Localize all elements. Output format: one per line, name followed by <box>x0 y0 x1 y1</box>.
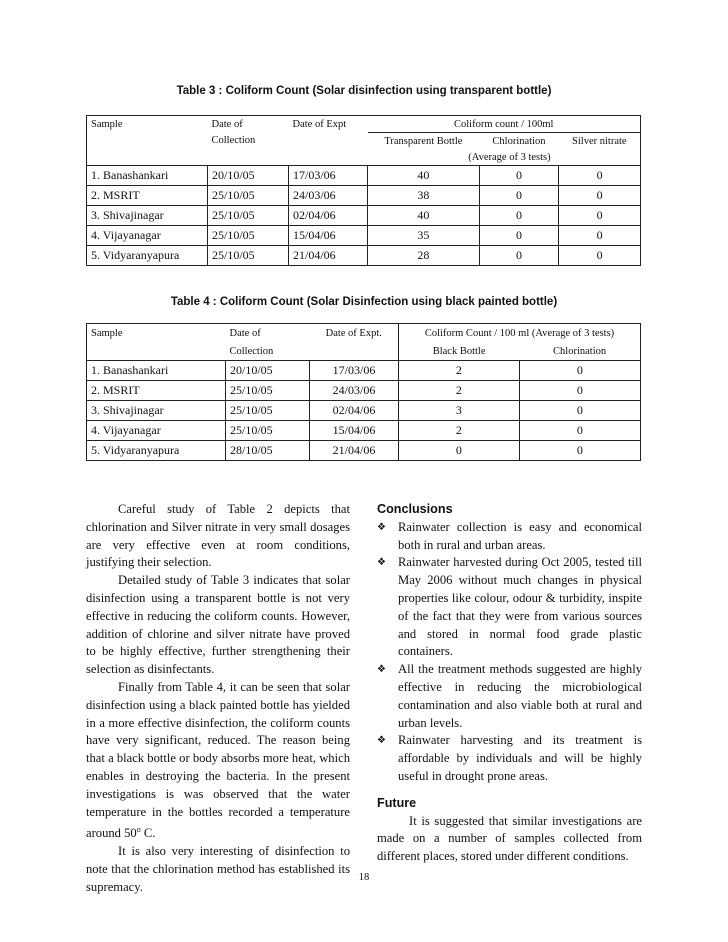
sample-cell: 2. MSRIT <box>87 380 226 400</box>
sample-cell: 2. MSRIT <box>87 186 208 206</box>
experiment-date-cell: 15/04/06 <box>289 226 368 246</box>
paragraph-table4: Finally from Table 4, it can be seen that solar disinfection using a black painted bottle has yielded in a more effective disinfection, the coliform counts have very significant, reduced. The reason being that a black bottle or body absorbs more heat, which enables in destroying the bacteria. In the present investigations is was observed that the water temperature in the bottles recorded a temperature around 50$^o$ C. <box>86 679 350 841</box>
table-row <box>87 206 641 226</box>
paragraph-table2: Careful study of Table 2 depicts that chlorination and Silver nitrate in very small dosages are very effective even at room conditions, justifying their selection. <box>86 502 350 570</box>
conclusions-heading: Conclusions <box>377 502 453 516</box>
experiment-date-cell: 02/04/06 <box>310 400 399 420</box>
left-column <box>86 501 350 897</box>
sample-cell: 3. Shivajinagar <box>87 206 208 226</box>
sample-cell: 4. Vijayanagar <box>87 226 208 246</box>
transparent-count-cell: 38 <box>368 186 480 206</box>
black-bottle-count-cell: 2 <box>399 360 520 380</box>
sample-cell: 3. Shivajinagar <box>87 400 226 420</box>
collection-date-cell: 25/10/05 <box>226 380 310 400</box>
silver-nitrate-count-cell: 0 <box>559 166 641 186</box>
table4-header-date-of-expt: Date of Expt. <box>310 324 399 344</box>
table-row <box>87 440 641 460</box>
experiment-date-cell: 17/03/06 <box>310 360 399 380</box>
collection-date-cell: 28/10/05 <box>226 440 310 460</box>
collection-date-cell: 25/10/05 <box>226 420 310 440</box>
table3-caption: Table 3 : Coliform Count (Solar disinfection using transparent bottle) <box>176 85 552 97</box>
chlorination-count-cell: 0 <box>519 440 640 460</box>
table-row <box>87 186 641 206</box>
paragraph-chlorination: It is also very interesting of disinfection to note that the chlorination method has established its supremacy. <box>86 844 350 894</box>
chlorination-count-cell: 0 <box>479 206 558 226</box>
table4-caption: Table 4 : Coliform Count (Solar Disinfection using black painted bottle) <box>170 296 558 308</box>
collection-date-cell: 20/10/05 <box>208 166 289 186</box>
list-item: ❖ Rainwater collection is easy and economical both in rural and urban areas. <box>377 519 642 552</box>
chlorination-count-cell: 0 <box>519 360 640 380</box>
experiment-date-cell: 17/03/06 <box>289 166 368 186</box>
table3-header-sample: Sample <box>87 116 208 133</box>
chlorination-count-cell: 0 <box>519 400 640 420</box>
black-bottle-count-cell: 2 <box>399 380 520 400</box>
table4-header-count-group: Coliform Count / 100 ml (Average of 3 tests) <box>399 324 641 344</box>
transparent-count-cell: 35 <box>368 226 480 246</box>
sample-cell: 5. Vidyaranyapura <box>87 246 208 266</box>
future-heading: Future <box>377 795 417 810</box>
table-row <box>87 400 641 420</box>
table3-header-transparent: Transparent Bottle <box>368 133 480 150</box>
black-bottle-count-cell: 2 <box>399 420 520 440</box>
black-bottle-count-cell: 0 <box>399 440 520 460</box>
collection-date-cell: 25/10/05 <box>208 226 289 246</box>
table3-header-date-of-expt: Date of Expt <box>289 116 368 133</box>
diamond-bullet-icon: ❖ <box>377 557 386 569</box>
table4-header-black: Black Bottle <box>399 344 520 361</box>
right-column <box>377 501 642 866</box>
table4 <box>86 323 641 461</box>
sample-cell: 4. Vijayanagar <box>87 420 226 440</box>
table4-header-date-of: Date of <box>226 324 310 344</box>
table3-header-silver: Silver nitrate <box>559 133 641 150</box>
table4-header-collection: Collection <box>229 346 274 357</box>
collection-date-cell: 25/10/05 <box>226 400 310 420</box>
experiment-date-cell: 24/03/06 <box>310 380 399 400</box>
list-item: ❖ Rainwater harvested during Oct 2005, tested till May 2006 without much changes in physical properties like colour, odour & turbidity, inspite of the fact that they were from various sources and stored in normal food grade plastic containers. <box>377 555 642 659</box>
page-number: 18 <box>358 872 370 883</box>
sample-cell: 1. Banashankari <box>87 166 208 186</box>
table-row <box>87 420 641 440</box>
chlorination-count-cell: 0 <box>479 166 558 186</box>
transparent-count-cell: 28 <box>368 246 480 266</box>
table3-header-chlorination: Chlorination <box>479 133 558 150</box>
table4-header-sample: Sample <box>87 324 226 344</box>
sample-cell: 5. Vidyaranyapura <box>87 440 226 460</box>
black-bottle-count-cell: 3 <box>399 400 520 420</box>
table3-header-avg-note: (Average of 3 tests) <box>468 151 551 163</box>
list-item: ❖ All the treatment methods suggested are highly effective in reducing the microbiological contamination and also viable both at rural and urban levels. <box>377 662 642 730</box>
diamond-bullet-icon: ❖ <box>377 735 386 747</box>
table-row <box>87 246 641 266</box>
table-row <box>87 380 641 400</box>
experiment-date-cell: 02/04/06 <box>289 206 368 226</box>
future-paragraph: It is suggested that similar investigations are made on a number of samples collected from different places, stored under different conditions. <box>377 813 642 864</box>
diamond-bullet-icon: ❖ <box>377 664 386 676</box>
collection-date-cell: 25/10/05 <box>208 186 289 206</box>
collection-date-cell: 25/10/05 <box>208 246 289 266</box>
experiment-date-cell: 15/04/06 <box>310 420 399 440</box>
chlorination-count-cell: 0 <box>479 226 558 246</box>
table-row <box>87 360 641 380</box>
table4-header-chlorination: Chlorination <box>519 344 640 361</box>
sample-cell: 1. Banashankari <box>87 360 226 380</box>
experiment-date-cell: 21/04/06 <box>289 246 368 266</box>
chlorination-count-cell: 0 <box>479 246 558 266</box>
table3 <box>86 115 641 266</box>
table3-header-count-group: Coliform count / 100ml <box>368 116 641 133</box>
table-row <box>87 166 641 186</box>
list-item: ❖ Rainwater harvesting and its treatment is affordable by individuals and will be highly useful in drought prone areas. <box>377 733 642 783</box>
silver-nitrate-count-cell: 0 <box>559 186 641 206</box>
experiment-date-cell: 21/04/06 <box>310 440 399 460</box>
conclusions-list <box>377 519 642 786</box>
chlorination-count-cell: 0 <box>519 380 640 400</box>
transparent-count-cell: 40 <box>368 206 480 226</box>
table-row <box>87 226 641 246</box>
table3-header-date-of: Date of <box>208 116 289 133</box>
paragraph-table3: Detailed study of Table 3 indicates that solar disinfection using a transparent bottle is not very effective in reducing the coliform counts. However, addition of chlorine and silver nitrate have proved to be highly effective, further strengthening their selection as disinfectants. <box>86 573 350 677</box>
transparent-count-cell: 40 <box>368 166 480 186</box>
collection-date-cell: 25/10/05 <box>208 206 289 226</box>
silver-nitrate-count-cell: 0 <box>559 246 641 266</box>
chlorination-count-cell: 0 <box>519 420 640 440</box>
diamond-bullet-icon: ❖ <box>377 521 386 533</box>
table3-header-collection: Collection <box>211 135 256 147</box>
silver-nitrate-count-cell: 0 <box>559 226 641 246</box>
collection-date-cell: 20/10/05 <box>226 360 310 380</box>
chlorination-count-cell: 0 <box>479 186 558 206</box>
experiment-date-cell: 24/03/06 <box>289 186 368 206</box>
silver-nitrate-count-cell: 0 <box>559 206 641 226</box>
